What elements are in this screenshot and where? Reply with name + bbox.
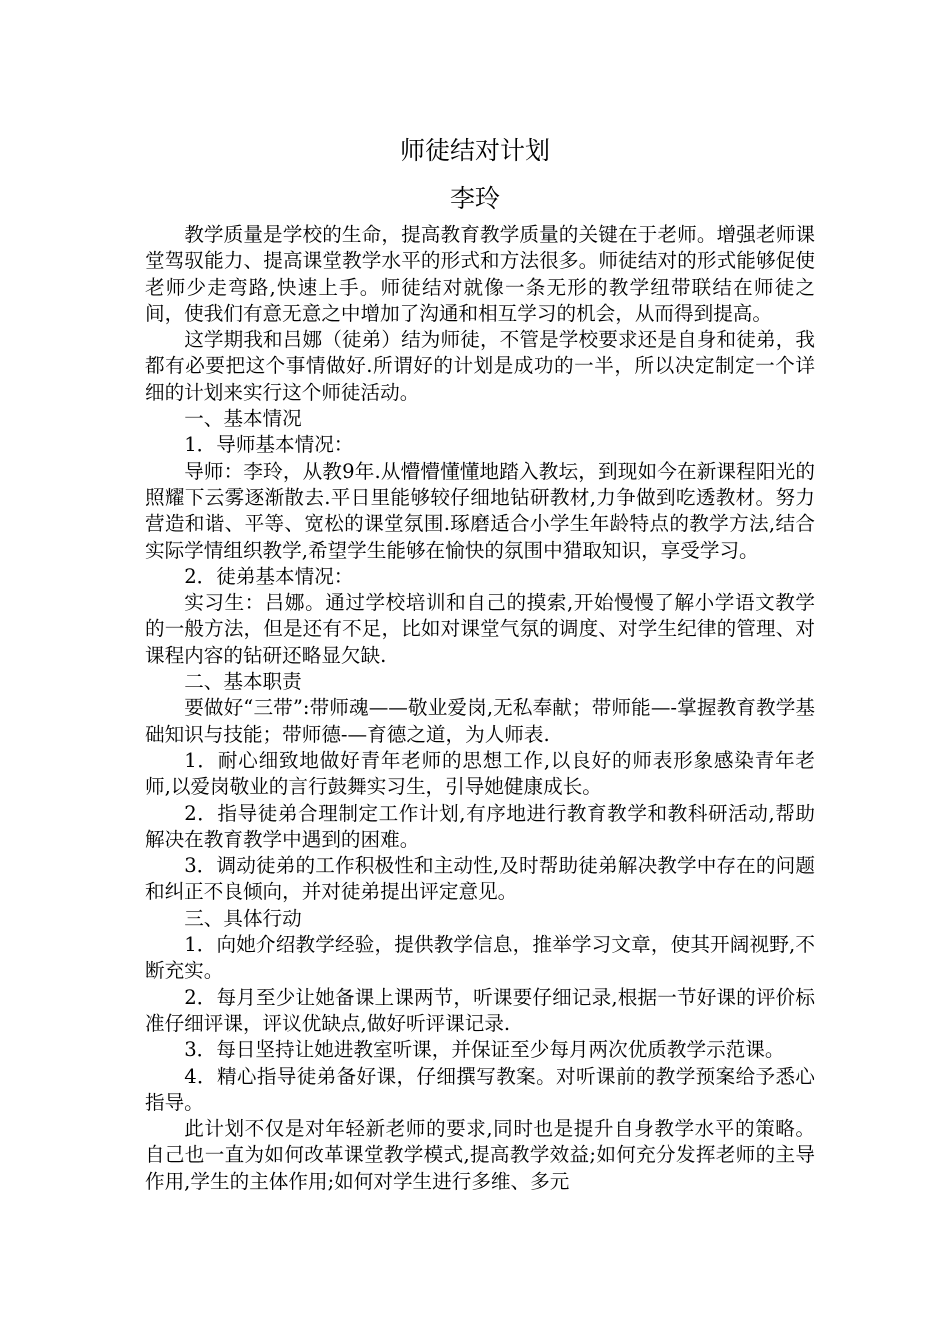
document-body (145, 222, 815, 1195)
section-heading-duties: 二、基本职责 (184, 670, 302, 694)
section-heading-actions: 三、具体行动 (184, 906, 302, 930)
document-title: 师徒结对计划 (399, 136, 550, 165)
paragraph-intro: 教学质量是学校的生命，提高教育教学质量的关键在于老师。增强老师课堂驾驭能力、提高课堂教学水平的形式和方法很多。师徒结对的形式能够促使老师少走弯路,快速上手。师徒结对就像一条无形的教学纽带联结在师徒之间，使我们有意无意之中增加了沟通和相互学习的机会，从而得到提高。 (145, 223, 815, 325)
list-item-duty-3: 3．调动徒弟的工作积极性和主动性,及时帮助徒弟解决教学中存在的问题和纠正不良倾向，并对徒弟提出评定意见。 (145, 854, 815, 904)
subheading-mentor-info: 1．导师基本情况： (184, 433, 354, 457)
paragraph-pairing: 这学期我和吕娜（徒弟）结为师徒，不管是学校要求还是自身和徒弟，我都有必要把这个事情做好.所谓好的计划是成功的一半，所以决定制定一个详细的计划来实行这个师徒活动。 (145, 328, 815, 404)
subheading-apprentice-info: 2．徒弟基本情况： (184, 564, 354, 588)
section-heading-basic-situation: 一、基本情况 (184, 407, 302, 431)
paragraph-conclusion: 此计划不仅是对年轻新老师的要求,同时也是提升自身教学水平的策略。自己也一直为如何改革课堂教学模式,提高教学效益;如何充分发挥老师的主导作用,学生的主体作用;如何对学生进行多维、多元 (145, 1117, 815, 1193)
list-item-action-4: 4．精心指导徒弟备好课，仔细撰写教案。对听课前的教学预案给予悉心指导。 (145, 1064, 815, 1114)
list-item-duty-2: 2．指导徒弟合理制定工作计划,有序地进行教育教学和教科研活动,帮助解决在教育教学中遇到的困难。 (145, 801, 815, 851)
document-author: 李玲 (449, 184, 500, 213)
list-item-duty-1: 1．耐心细致地做好青年老师的思想工作,以良好的师表形象感染青年老师,以爱岗敬业的言行鼓舞实习生，引导她健康成长。 (145, 748, 815, 799)
list-item-action-2: 2．每月至少让她备课上课两节，听课要仔细记录,根据一节好课的评价标准仔细评课，评议优缺点,做好听评课记录. (145, 985, 815, 1035)
list-item-action-3: 3．每日坚持让她进教室听课，并保证至少每月两次优质教学示范课。 (184, 1038, 785, 1062)
list-item-action-1: 1．向她介绍教学经验，提供教学信息，推举学习文章，使其开阔视野,不断充实。 (145, 933, 815, 983)
paragraph-three-bring: 要做好“三带”:带师魂——敬业爱岗,无私奉献；带师能—-掌握教育教学基础知识与技能；带师德-—育德之道，为人师表. (145, 696, 815, 746)
paragraph-apprentice-info: 实习生：吕娜。通过学校培训和自己的摸索,开始慢慢了解小学语文教学的一般方法，但是还有不足，比如对课堂气氛的调度、对学生纪律的管理、对课程内容的钻研还略显欠缺. (145, 591, 815, 667)
paragraph-mentor-info: 导师：李玲，从教9年.从懵懵懂懂地踏入教坛，到现如今在新课程阳光的照耀下云雾逐渐散去.平日里能够较仔细地钻研教材,力争做到吃透教材。努力营造和谐、平等、宽松的课堂氛围.琢磨适合小学生年龄特点的教学方法,结合实际学情组织教学,希望学生能够在愉快的氛围中猎取知识，享受学习。 (145, 459, 815, 562)
